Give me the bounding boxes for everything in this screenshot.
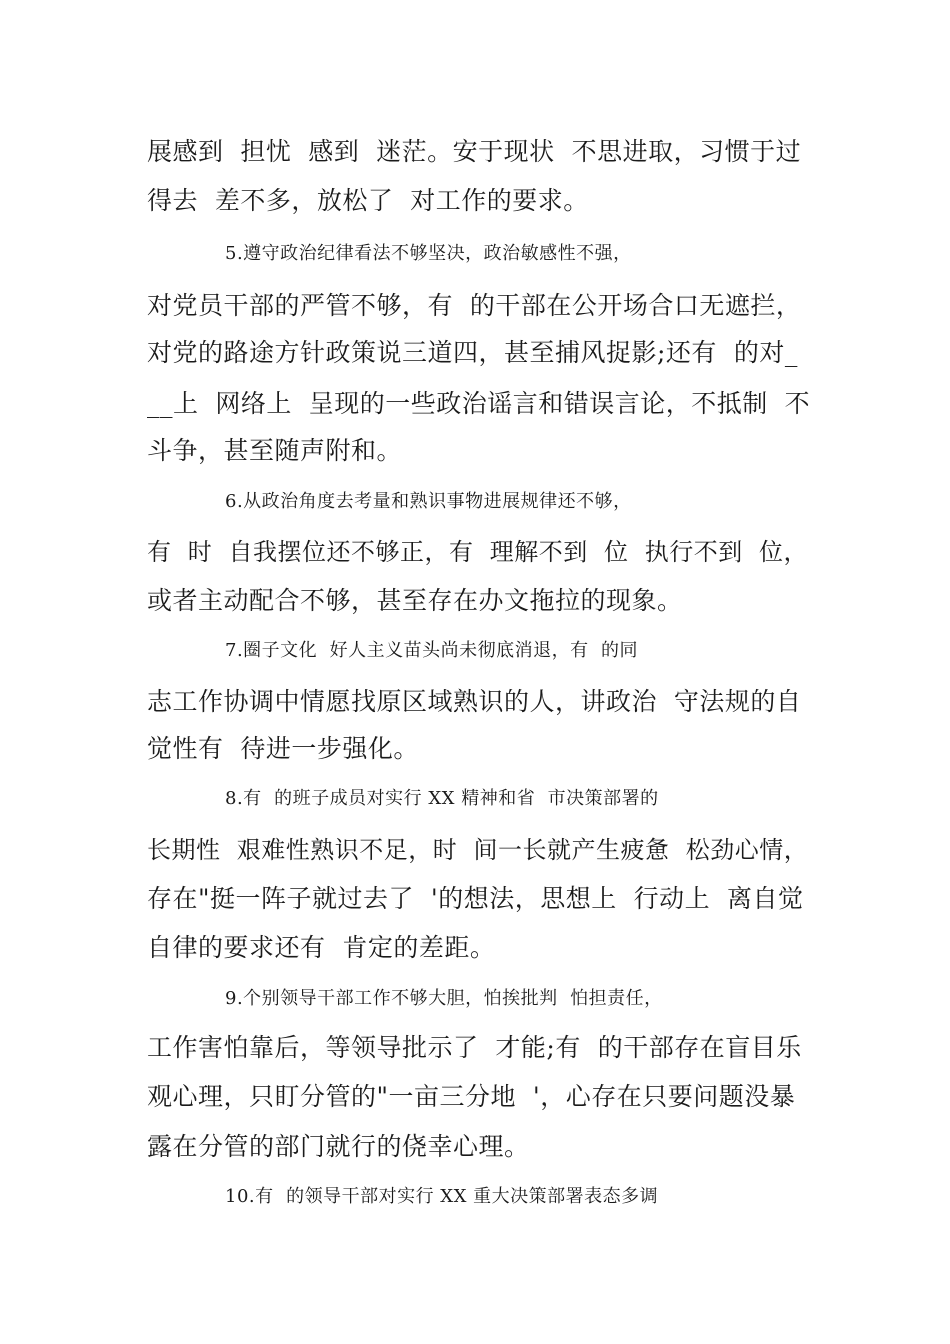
- paragraph-9-start: 9.个别领导干部工作不够大胆，怕挨批判 怕担责任，: [225, 988, 663, 1009]
- text-line: 志工作协调中情愿找原区域熟识的人，讲政治 守法规的自: [147, 687, 802, 716]
- text-line: 存在"挺一阵子就过去了 '的想法，思想上 行动上 离自觉: [147, 884, 804, 913]
- text-line: 或者主动配合不够，甚至存在办文拖拉的现象。: [147, 586, 683, 615]
- text-line: 观心理，只盯分管的"一亩三分地 '，心存在只要问题没暴: [147, 1082, 796, 1111]
- text-line: 斗争，甚至随声附和。: [147, 436, 403, 465]
- paragraph-6-start: 6.从政治角度去考量和熟识事物进展规律还不够，: [225, 491, 632, 512]
- text-line: 得去 差不多，放松了 对工作的要求。: [147, 186, 589, 215]
- paragraph-10-start: 10.有 的领导干部对实行 XX 重大决策部署表态多调: [225, 1186, 659, 1207]
- text-line: 工作害怕靠后，等领导批示了 才能;有 的干部存在盲目乐: [147, 1033, 802, 1062]
- text-line: 有 时 自我摆位还不够正，有 理解不到 位 执行不到 位，: [147, 538, 809, 566]
- text-line: 对党员干部的严管不够，有 的干部在公开场合口无遮拦，: [147, 291, 802, 320]
- text-line: 对党的路途方针政策说三道四，甚至捕风捉影;还有 的对_: [147, 338, 798, 367]
- paragraph-5-start: 5.遵守政治纪律看法不够坚决，政治敏感性不强，: [225, 243, 632, 264]
- text-line: 展感到 担忧 感到 迷茫。安于现状 不思进取，习惯于过: [147, 137, 802, 166]
- text-line: 觉性有 待进一步强化。: [147, 734, 419, 763]
- paragraph-7-start: 7.圈子文化 好人主义苗头尚未彻底消退，有 的同: [225, 640, 639, 661]
- text-line: 露在分管的部门就行的侥幸心理。: [147, 1132, 530, 1161]
- text-line: 长期性 艰难性熟识不足，时 间一长就产生疲惫 松劲心情，: [147, 836, 809, 864]
- text-line: 自律的要求还有 肯定的差距。: [147, 933, 496, 962]
- paragraph-8-start: 8.有 的班子成员对实行 XX 精神和省 市决策部署的: [225, 788, 659, 809]
- text-line: __上 网络上 呈现的一些政治谣言和错误言论，不抵制 不: [147, 389, 811, 418]
